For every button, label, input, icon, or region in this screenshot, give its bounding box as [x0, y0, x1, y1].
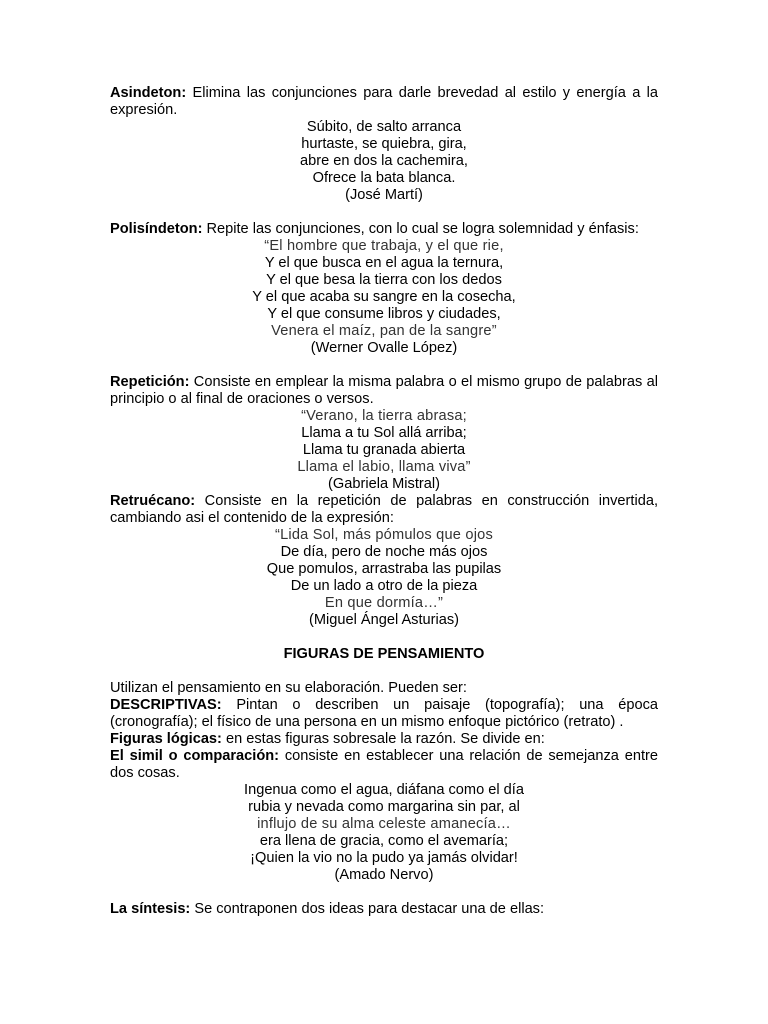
poem-line: Que pomulos, arrastraba las pupilas [266, 561, 502, 577]
poem-line: Llama a tu Sol allá arriba; [301, 425, 467, 441]
document-page [110, 85, 658, 918]
asindeton-term: Asindeton: [110, 85, 187, 101]
asindeton-definition: Elimina las conjunciones para darle brevedad al estilo y energía a la expresión. [110, 85, 658, 118]
retruecano-term: Retruécano: [110, 493, 196, 509]
poem-line: Venera el maíz, pan de la sangre” [271, 323, 497, 339]
poem-line: influjo de su alma celeste amanecía… [257, 816, 511, 832]
intro-paragraph: Utilizan el pensamiento en su elaboración. Pueden ser: [110, 680, 467, 696]
poem-line: rubia y nevada como margarina sin par, al [248, 799, 520, 815]
poem-line: Ofrece la bata blanca. [312, 170, 456, 186]
poem-line: En que dormía…” [324, 595, 444, 611]
poem-line: abre en dos la cachemira, [300, 153, 468, 169]
polisindeton-poem [110, 238, 658, 357]
poem-author: (Miguel Ángel Asturias) [308, 612, 460, 628]
logicas-term: Figuras lógicas: [110, 731, 222, 747]
poem-line: “Lida Sol, más pómulos que ojos [275, 527, 493, 543]
logicas-definition: en estas figuras sobresale la razón. Se divide en: [221, 731, 545, 747]
descriptivas-definition: Pintan o describen un paisaje (topografía); una época (cronografía); el físico de una persona en un mismo enfoque pictórico (retrato) . [110, 697, 658, 730]
section-heading: FIGURAS DE PENSAMIENTO [283, 646, 485, 662]
descriptivas-paragraph [110, 697, 658, 731]
retruecano-poem [110, 527, 658, 629]
poem-line: Y el que consume libros y ciudades, [267, 306, 501, 322]
poem-line: Llama tu granada abierta [302, 442, 466, 458]
sintesis-term: La síntesis: [110, 901, 191, 917]
simil-definition: consiste en establecer una relación de semejanza entre dos cosas. [110, 748, 658, 781]
retruecano-paragraph [110, 493, 658, 527]
polisindeton-definition: Repite las conjunciones, con lo cual se logra solemnidad y énfasis: [202, 221, 639, 237]
poem-line: “El hombre que trabaja, y el que rie, [264, 238, 504, 254]
poem-line: Súbito, de salto arranca [306, 119, 462, 135]
repeticion-definition: Consiste en emplear la misma palabra o el mismo grupo de palabras al principio o al final de oraciones o versos. [110, 374, 658, 407]
sintesis-paragraph [110, 901, 658, 918]
poem-author: (Amado Nervo) [334, 867, 434, 883]
simil-paragraph [110, 748, 658, 782]
poem-line: De día, pero de noche más ojos [280, 544, 488, 560]
sintesis-definition: Se contraponen dos ideas para destacar una de ellas: [190, 901, 545, 917]
poem-line: hurtaste, se quiebra, gira, [301, 136, 467, 152]
poem-line: era llena de gracia, como el avemaría; [259, 833, 509, 849]
poem-line: Y el que busca en el agua la ternura, [264, 255, 504, 271]
simil-term: El simil o comparación: [110, 748, 280, 764]
poem-line: Ingenua como el agua, diáfana como el día [244, 782, 524, 798]
retruecano-definition: Consiste en la repetición de palabras en construcción invertida, cambiando asi el contenido de la expresión: [110, 493, 658, 526]
poem-line: ¡Quien la vio no la pudo ya jamás olvidar! [250, 850, 518, 866]
repeticion-term: Repetición: [110, 374, 190, 390]
asindeton-poem [110, 119, 658, 204]
simil-poem [110, 782, 658, 884]
poem-line: “Verano, la tierra abrasa; [301, 408, 467, 424]
poem-author: (Werner Ovalle López) [310, 340, 458, 356]
asindeton-paragraph [110, 85, 658, 119]
poem-line: Y el que besa la tierra con los dedos [266, 272, 502, 288]
poem-author: (José Martí) [345, 187, 423, 203]
poem-line: Llama el labio, llama viva” [297, 459, 471, 475]
poem-line: De un lado a otro de la pieza [290, 578, 478, 594]
poem-line: Y el que acaba su sangre en la cosecha, [252, 289, 516, 305]
poem-author: (Gabriela Mistral) [328, 476, 440, 492]
descriptivas-term: DESCRIPTIVAS: [110, 697, 222, 713]
polisindeton-term: Polisíndeton: [110, 221, 203, 237]
repeticion-paragraph [110, 374, 658, 408]
logicas-paragraph [110, 731, 658, 748]
polisindeton-paragraph [110, 221, 658, 238]
repeticion-poem [110, 408, 658, 493]
